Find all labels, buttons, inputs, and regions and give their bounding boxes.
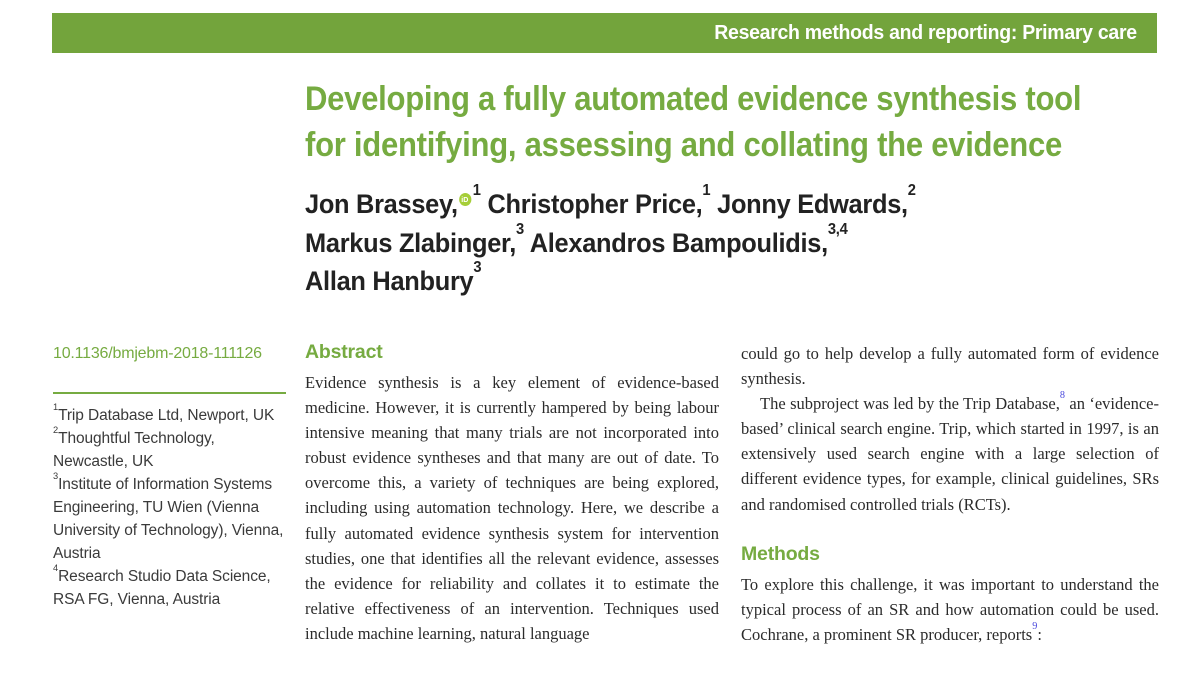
abstract-column: [305, 341, 719, 646]
methods-body: [741, 572, 1159, 647]
article-title: [305, 76, 1167, 168]
affiliation: $^1$Trip Database Ltd, Newport, UK: [53, 401, 275, 424]
orcid-icon[interactable]: iD: [459, 193, 471, 206]
abstract-text: Evidence synthesis is a key element of evidence-based medicine. However, it is currently hampered by being labour intensive meaning that many trials are not incorporated into robust evidence syntheses and that many are out of date. To overcome this, a variety of techniques are being explored, including using automation technology. Here, we describe a fully automated evidence synthesis system for intervention studies, one that identifies all the relevant evidence, assesses the evidence for reliability and collates it to estimate the relative effectiveness of an intervention. Techniques used include machine learning, natural language: [305, 373, 719, 643]
author-line: Jon Brassey, $iD^1$ Christopher Price,$^1$ Jonny Edwards,$^2$: [305, 182, 916, 219]
main-text-column: [741, 341, 1159, 647]
topic-banner-label: Research methods and reporting: Primary care: [714, 21, 1137, 44]
sidebar: [53, 345, 286, 611]
author-list: [305, 182, 955, 301]
affiliation-superscript: 1: [472, 182, 481, 200]
author-line: Allan Hanbury$^3$: [305, 259, 482, 296]
affiliation-superscript: 4: [53, 562, 59, 573]
abstract-heading: Abstract: [305, 341, 383, 363]
affiliation-superscript: 1: [53, 401, 59, 412]
body-paragraph: To explore this challenge, it was important to understand the typical process of an SR and how automation could be used. Cochrane, a prominent SR producer, reports$^9$:: [741, 574, 1159, 644]
affiliation: $^3$Institute of Information Systems Engineering, TU Wien (Vienna University of Technology), Vienna, Austria: [53, 470, 284, 562]
affiliation: $^4$Research Studio Data Science, RSA FG, Vienna, Austria: [53, 562, 271, 608]
article-title-line: Developing a fully automated evidence synthesis tool: [305, 80, 1082, 118]
author-line: Markus Zlabinger,$^3$ Alexandros Bampoulidis,$^{3,4}$: [305, 220, 848, 258]
body-paragraph: The subproject was led by the Trip Database,$^8$ an ‘evidence-based’ clinical search engine. Trip, which started in 1997, is an extensively used search engine with a large selection of different evidence types, for example, clinical guidelines, SRs and randomised controlled trials (RCTs).: [741, 390, 1159, 514]
sidebar-divider: [53, 392, 286, 394]
body-paragraph: could go to help develop a fully automated form of evidence synthesis.: [741, 344, 1159, 389]
doi: 10.1136/bmjebm-2018-111126: [53, 345, 262, 362]
affiliation-superscript: 3: [516, 220, 524, 238]
reference-link[interactable]: 8: [1059, 390, 1065, 402]
affiliation: $^2$Thoughtful Technology, Newcastle, UK: [53, 424, 215, 470]
affiliation-superscript: 2: [907, 182, 916, 200]
affiliation-superscript: 3: [473, 259, 482, 277]
abstract-body: [305, 370, 719, 646]
methods-heading: Methods: [741, 542, 820, 565]
topic-banner: [52, 13, 1157, 53]
affiliation-list: [53, 401, 286, 611]
affiliation-superscript: 1: [702, 182, 711, 200]
affiliation-superscript: 3: [53, 470, 59, 481]
article-title-line: for identifying, assessing and collating the evidence: [305, 126, 1062, 164]
affiliation-superscript: 2: [53, 424, 59, 435]
reference-link[interactable]: 9: [1032, 620, 1038, 632]
main-text-top: [741, 341, 1159, 517]
affiliation-superscript: 3,4: [827, 220, 848, 238]
